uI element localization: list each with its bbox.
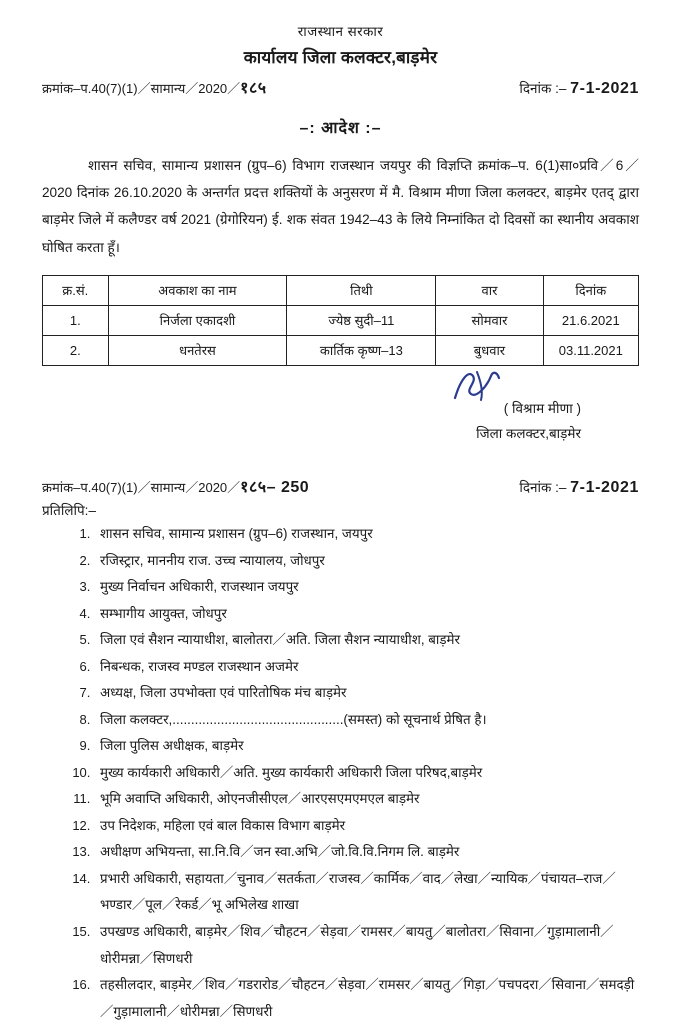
- bottom-date-value: 7-1-2021: [570, 479, 639, 497]
- government-heading: राजस्थान सरकार: [297, 24, 384, 39]
- list-item: 11. भूमि अवाप्ति अधिकारी, ओएनजीसीएल／आरएसएमएमएल बाड़मेर: [94, 786, 639, 813]
- table-header-serial: क्र.सं.: [43, 275, 109, 305]
- cell-date: 21.6.2021: [543, 305, 638, 335]
- copy-to-list: [42, 521, 639, 1025]
- list-item: 15. उपखण्ड अधिकारी, बाड़मेर／शिव／चौहटन／सेड़वा／रामसर／बायतु／बालोतरा／सिवाना／गुड़ामालानी／धोरीमन्ना／सिणधरी: [94, 919, 639, 972]
- signatory-designation: जिला कलक्टर,बाड़मेर: [476, 426, 581, 442]
- list-item: 13. अधीक्षण अभियन्ता, सा.नि.वि／जन स्वा.अभि／जो.वि.वि.निगम लि. बाड़मेर: [94, 839, 639, 866]
- cell-serial: 2.: [43, 335, 109, 365]
- list-item: 14. प्रभारी अधिकारी, सहायता／चुनाव／सतर्कता／राजस्व／कार्मिक／वाद／लेखा／न्यायिक／पंचायत–राज／भण्डार／पूल／रेकर्ड／भू अभिलेख शाखा: [94, 866, 639, 919]
- cell-holiday-name: धनतेरस: [108, 335, 287, 365]
- signature-block: [42, 396, 639, 447]
- list-item: 12. उप निदेशक, महिला एवं बाल विकास विभाग बाड़मेर: [94, 813, 639, 840]
- signatory-name: ( विश्राम मीणा ): [503, 400, 581, 416]
- order-title: –: आदेश :–: [299, 120, 382, 137]
- bottom-reference-label: क्रमांक–प.40(7)(1)／सामान्य／2020／: [42, 480, 241, 496]
- cell-day: बुधवार: [436, 335, 543, 365]
- cell-serial: 1.: [43, 305, 109, 335]
- list-item: 5. जिला एवं सैशन न्यायाधीश, बालोतरा／अति. जिला सैशन न्यायाधीश, बाड़मेर: [94, 627, 639, 654]
- list-item: 1. शासन सचिव, सामान्य प्रशासन (ग्रुप–6) राजस्थान, जयपुर: [94, 521, 639, 548]
- top-reference-left: [42, 76, 267, 98]
- table-row: [43, 305, 639, 335]
- table-header-day: वार: [436, 275, 543, 305]
- bottom-date-block: [519, 478, 639, 497]
- bottom-reference-row: [42, 475, 639, 497]
- list-item: 7. अध्यक्ष, जिला उपभोक्ता एवं पारितोषिक मंच बाड़मेर: [94, 680, 639, 707]
- list-item: 3. मुख्य निर्वाचन अधिकारी, राजस्थान जयपुर: [94, 574, 639, 601]
- bottom-date-label: दिनांक :–: [519, 480, 567, 496]
- top-reference-number: १८५: [240, 80, 267, 97]
- table-row: [43, 335, 639, 365]
- table-header-row: [43, 275, 639, 305]
- top-reference-label: क्रमांक–प.40(7)(1)／सामान्य／2020／: [42, 81, 241, 96]
- list-item: 4. सम्भागीय आयुक्त, जोधपुर: [94, 601, 639, 628]
- cell-tithi: ज्येष्ठ सुदी–11: [287, 305, 436, 335]
- list-item: 9. जिला पुलिस अधीक्षक, बाड़मेर: [94, 733, 639, 760]
- top-date-block: [519, 79, 639, 98]
- cell-day: सोमवार: [436, 305, 543, 335]
- top-date-value: 7-1-2021: [570, 80, 639, 97]
- cell-tithi: कार्तिक कृष्ण–13: [287, 335, 436, 365]
- list-item: 8. जिला कलक्टर,..............................................(समस्त) को सूचनार्थ प्रेषित है।: [94, 707, 639, 734]
- table-header-tithi: तिथी: [287, 275, 436, 305]
- list-item: 6. निबन्धक, राजस्व मण्डल राजस्थान अजमेर: [94, 654, 639, 681]
- order-paragraph: शासन सचिव, सामान्य प्रशासन (ग्रुप–6) विभाग राजस्थान जयपुर की विज्ञप्ति क्रमांक–प. 6(1)सा०प्रवि／6／2020 दिनांक 26.10.2020 के अन्तर्गत प्रदत्त शक्तियों के अनुसरण में मै. विश्राम मीणा जिला कलक्टर, बाड़मेर एतद् द्वारा बाड़मेर जिले में कलैण्डर वर्ष 2021 (ग्रेगोरियन) ई. शक संवत 1942–43 के लिये निम्नांकित दो दिवसों का स्थानीय अवकाश घोषित करता हूँ।: [42, 158, 639, 255]
- bottom-reference-left: [42, 475, 309, 497]
- list-item: 2. रजिस्ट्रार, माननीय राज. उच्च न्यायालय, जोधपुर: [94, 548, 639, 575]
- top-date-label: दिनांक :–: [519, 81, 567, 96]
- list-item: 16. तहसीलदार, बाड़मेर／शिव／गडरारोड／चौहटन／सेड़वा／रामसर／बायतु／गिड़ा／पचपदरा／सिवाना／समदड़ी／गुड़ामालानी／धोरीमन्ना／सिणधरी: [94, 972, 639, 1025]
- table-header-holiday-name: अवकाश का नाम: [108, 275, 287, 305]
- cell-date: 03.11.2021: [543, 335, 638, 365]
- holidays-table: [42, 275, 639, 366]
- copy-to-label: प्रतिलिपि:–: [42, 503, 96, 519]
- cell-holiday-name: निर्जला एकादशी: [108, 305, 287, 335]
- table-header-date: दिनांक: [543, 275, 638, 305]
- list-item: 10. मुख्य कार्यकारी अधिकारी／अति. मुख्य कार्यकारी अधिकारी जिला परिषद,बाड़मेर: [94, 760, 639, 787]
- office-heading: कार्यालय जिला कलक्टर,बाड़मेर: [243, 48, 438, 67]
- bottom-reference-number: १८५– 250: [240, 479, 310, 497]
- top-reference-row: [42, 76, 639, 98]
- order-body: [42, 152, 639, 261]
